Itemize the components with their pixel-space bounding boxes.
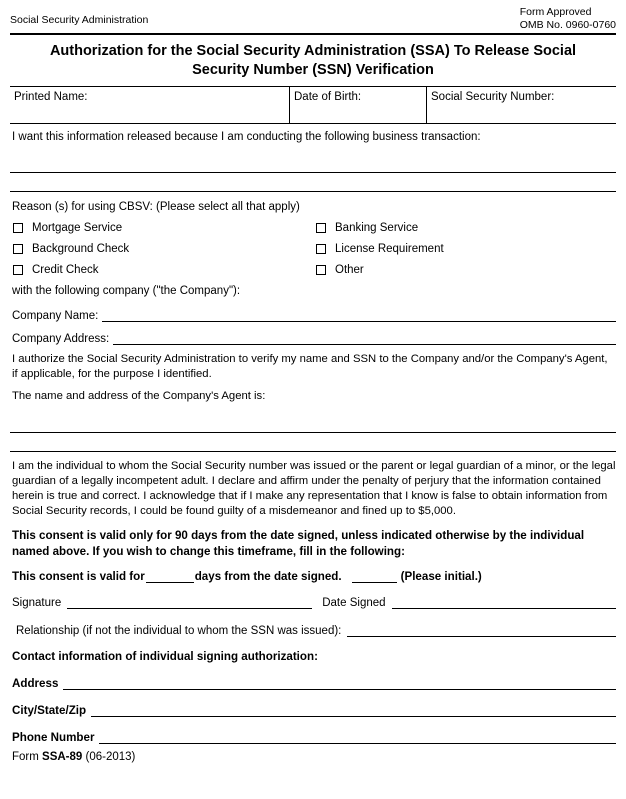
checkbox-row-credit-check[interactable] (10, 259, 313, 280)
label-banking-service: Banking Service (335, 221, 419, 234)
company-name-input[interactable] (102, 308, 616, 322)
contact-address-row[interactable] (10, 675, 616, 690)
checkbox-row-mortgage-service[interactable] (10, 217, 313, 238)
checkbox-row-other[interactable] (313, 259, 616, 280)
consent-line-prefix: This consent is valid for (12, 569, 145, 583)
attestation-paragraph: I am the individual to whom the Social Security number was issued or the parent or legal guardian of a minor, or the legal guardian of a legally incompetent adult. I declare and affirm under the penalty of perjury that the information contained herein is true and correct. I acknowledge that if I make any representation that I know is false to obtain information from Social Security records, I could be found guilty of a misdemeanor and fined up to $5,000. (12, 459, 616, 518)
label-credit-check: Credit Check (32, 263, 99, 276)
checkbox-mortgage-service[interactable] (13, 223, 23, 233)
form-approved-label: Form Approved (519, 6, 592, 18)
label-license-requirement: License Requirement (335, 242, 444, 255)
reasons-checkbox-grid (10, 217, 616, 280)
contact-phone-row[interactable] (10, 729, 616, 744)
footer-prefix: Form (12, 750, 43, 763)
company-name-label: Company Name: (12, 310, 99, 322)
consent-line-middle: days from the date signed. (194, 569, 342, 583)
company-intro: with the following company ("the Company"): (12, 285, 241, 297)
reasons-prompt: Reason (s) for using CBSV: (Please select all that apply) (12, 201, 300, 213)
agent-line-1[interactable] (10, 432, 616, 433)
checkbox-background-check[interactable] (13, 244, 23, 254)
checkbox-row-banking-service[interactable] (313, 217, 616, 238)
date-signed-label: Date Signed (322, 596, 386, 609)
checkbox-banking-service[interactable] (316, 223, 326, 233)
company-address-row[interactable] (10, 331, 616, 345)
authorize-paragraph: I authorize the Social Security Administration to verify my name and SSN to the Company and/or the Company's Agent, if applicable, for the purpose I identified. (12, 353, 608, 381)
business-transaction-line-1[interactable] (10, 172, 616, 173)
contact-address-input[interactable] (63, 675, 616, 690)
contact-city-state-zip-label: City/State/Zip (12, 703, 87, 717)
reasons-column-right (313, 217, 616, 280)
checkbox-row-background-check[interactable] (10, 238, 313, 259)
footer-form-number: SSA-89 (42, 750, 83, 763)
printed-name-label: Printed Name: (14, 91, 88, 103)
ssn-label: Social Security Number: (431, 91, 555, 103)
form-approval-block (520, 6, 616, 31)
checkbox-license-requirement[interactable] (316, 244, 326, 254)
agent-prompt: The name and address of the Company's Agent is: (12, 390, 266, 403)
label-other: Other (335, 263, 364, 276)
contact-phone-label: Phone Number (12, 730, 95, 744)
company-name-row[interactable] (10, 308, 616, 322)
relationship-row[interactable] (10, 623, 616, 637)
identity-row (10, 86, 616, 124)
consent-paragraph: This consent is valid only for 90 days from the date signed, unless indicated otherwise by the individual named above. If you wish to change this timeframe, fill in the following: (12, 529, 585, 559)
relationship-label: Relationship (if not the individual to whom the SSN was issued): (16, 624, 342, 637)
consent-fill-row[interactable] (10, 560, 616, 583)
contact-city-state-zip-input[interactable] (91, 702, 616, 717)
release-statement: I want this information released because I am conducting the following business transaction: (12, 131, 481, 143)
form-header (10, 6, 616, 33)
contact-address-label: Address (12, 676, 59, 690)
contact-heading: Contact information of individual signing authorization: (12, 649, 318, 663)
consent-initial-input[interactable] (352, 570, 397, 583)
consent-days-input[interactable] (146, 570, 194, 583)
checkbox-credit-check[interactable] (13, 265, 23, 275)
date-of-birth-label: Date of Birth: (294, 91, 362, 103)
contact-city-state-zip-row[interactable] (10, 702, 616, 717)
footer-suffix: (06-2013) (82, 750, 136, 763)
signature-input[interactable] (67, 595, 312, 609)
date-of-birth-field[interactable] (290, 87, 427, 123)
page-title: Authorization for the Social Security Administration (SSA) To Release Social Security Number (SSN) Verification (49, 43, 577, 78)
printed-name-field[interactable] (10, 87, 290, 123)
signature-label: Signature (12, 596, 62, 609)
reasons-column-left (10, 217, 313, 280)
company-address-input[interactable] (113, 331, 616, 345)
checkbox-row-license-requirement[interactable] (313, 238, 616, 259)
relationship-input[interactable] (347, 623, 616, 637)
consent-line-suffix: (Please initial.) (400, 569, 482, 583)
ssn-field[interactable] (427, 87, 616, 123)
checkbox-other[interactable] (316, 265, 326, 275)
contact-phone-input[interactable] (99, 729, 616, 744)
signature-row[interactable] (10, 595, 616, 609)
label-background-check: Background Check (32, 242, 130, 255)
agency-name: Social Security Administration (10, 14, 149, 26)
label-mortgage-service: Mortgage Service (32, 221, 123, 234)
form-footer (10, 744, 616, 763)
date-signed-input[interactable] (392, 595, 616, 609)
company-address-label: Company Address: (12, 333, 110, 345)
omb-number: OMB No. 0960-0760 (519, 18, 616, 31)
